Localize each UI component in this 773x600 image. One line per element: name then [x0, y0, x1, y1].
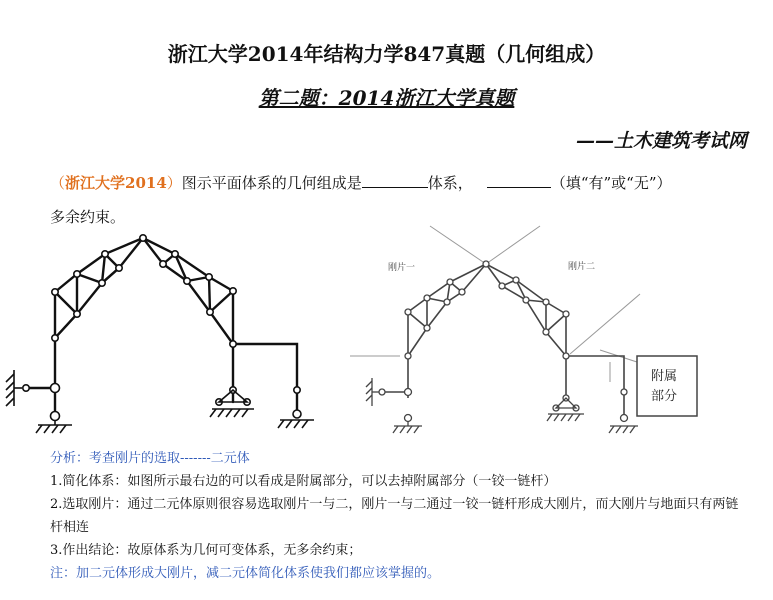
question-tag-open: （ — [50, 174, 66, 192]
question-text-cont: 多余约束。 — [50, 208, 126, 226]
question-text — [50, 172, 672, 193]
question-tag-close: ） — [166, 174, 182, 192]
analysis-step-2: 2.选取刚片：通过二元体原则很容易选取刚片一与二，刚片一与二通过一铰一链杆形成大刚片，而大刚片与地面只有两链杆相连 — [50, 497, 739, 535]
analysis-heading: 分析：考查刚片的选取-------二元体 — [50, 451, 250, 466]
section-subtitle: 第二题：2014浙江大学真题 — [258, 86, 515, 110]
question-part-b: 体系， — [427, 174, 473, 192]
source-credit: ——土木建筑考试网 — [575, 130, 747, 152]
question-part-c: （填“有”或“无”） — [550, 174, 672, 192]
question-tag: 浙江大学2014 — [65, 174, 167, 192]
attached-part-label-1: 附属 — [651, 369, 678, 384]
analysis-section — [50, 447, 750, 585]
attached-part-label-2: 部分 — [651, 389, 678, 404]
page-title: 浙江大学2014年结构力学847真题（几何组成） — [167, 42, 606, 66]
structure-diagram-analysis — [350, 222, 720, 438]
analysis-step-1: 1.简化体系：如图所示最右边的可以看成是附属部分，可以去掉附属部分（一铰一链杆） — [50, 474, 557, 489]
answer-blank-2[interactable] — [487, 173, 551, 188]
structure-diagram-original — [0, 228, 320, 438]
question-part-a: 图示平面体系的几何组成是 — [181, 174, 362, 192]
analysis-note: 注：加二元体形成大刚片，减二元体简化体系使我们都应该掌握的。 — [50, 566, 441, 581]
rigid-body-1-label: 刚片一 — [388, 263, 416, 273]
answer-blank-1[interactable] — [362, 173, 428, 188]
rigid-body-2-label: 刚片二 — [568, 262, 596, 272]
attached-part-box — [637, 356, 697, 416]
analysis-step-3: 3.作出结论：故原体系为几何可变体系，无多余约束； — [50, 543, 362, 558]
